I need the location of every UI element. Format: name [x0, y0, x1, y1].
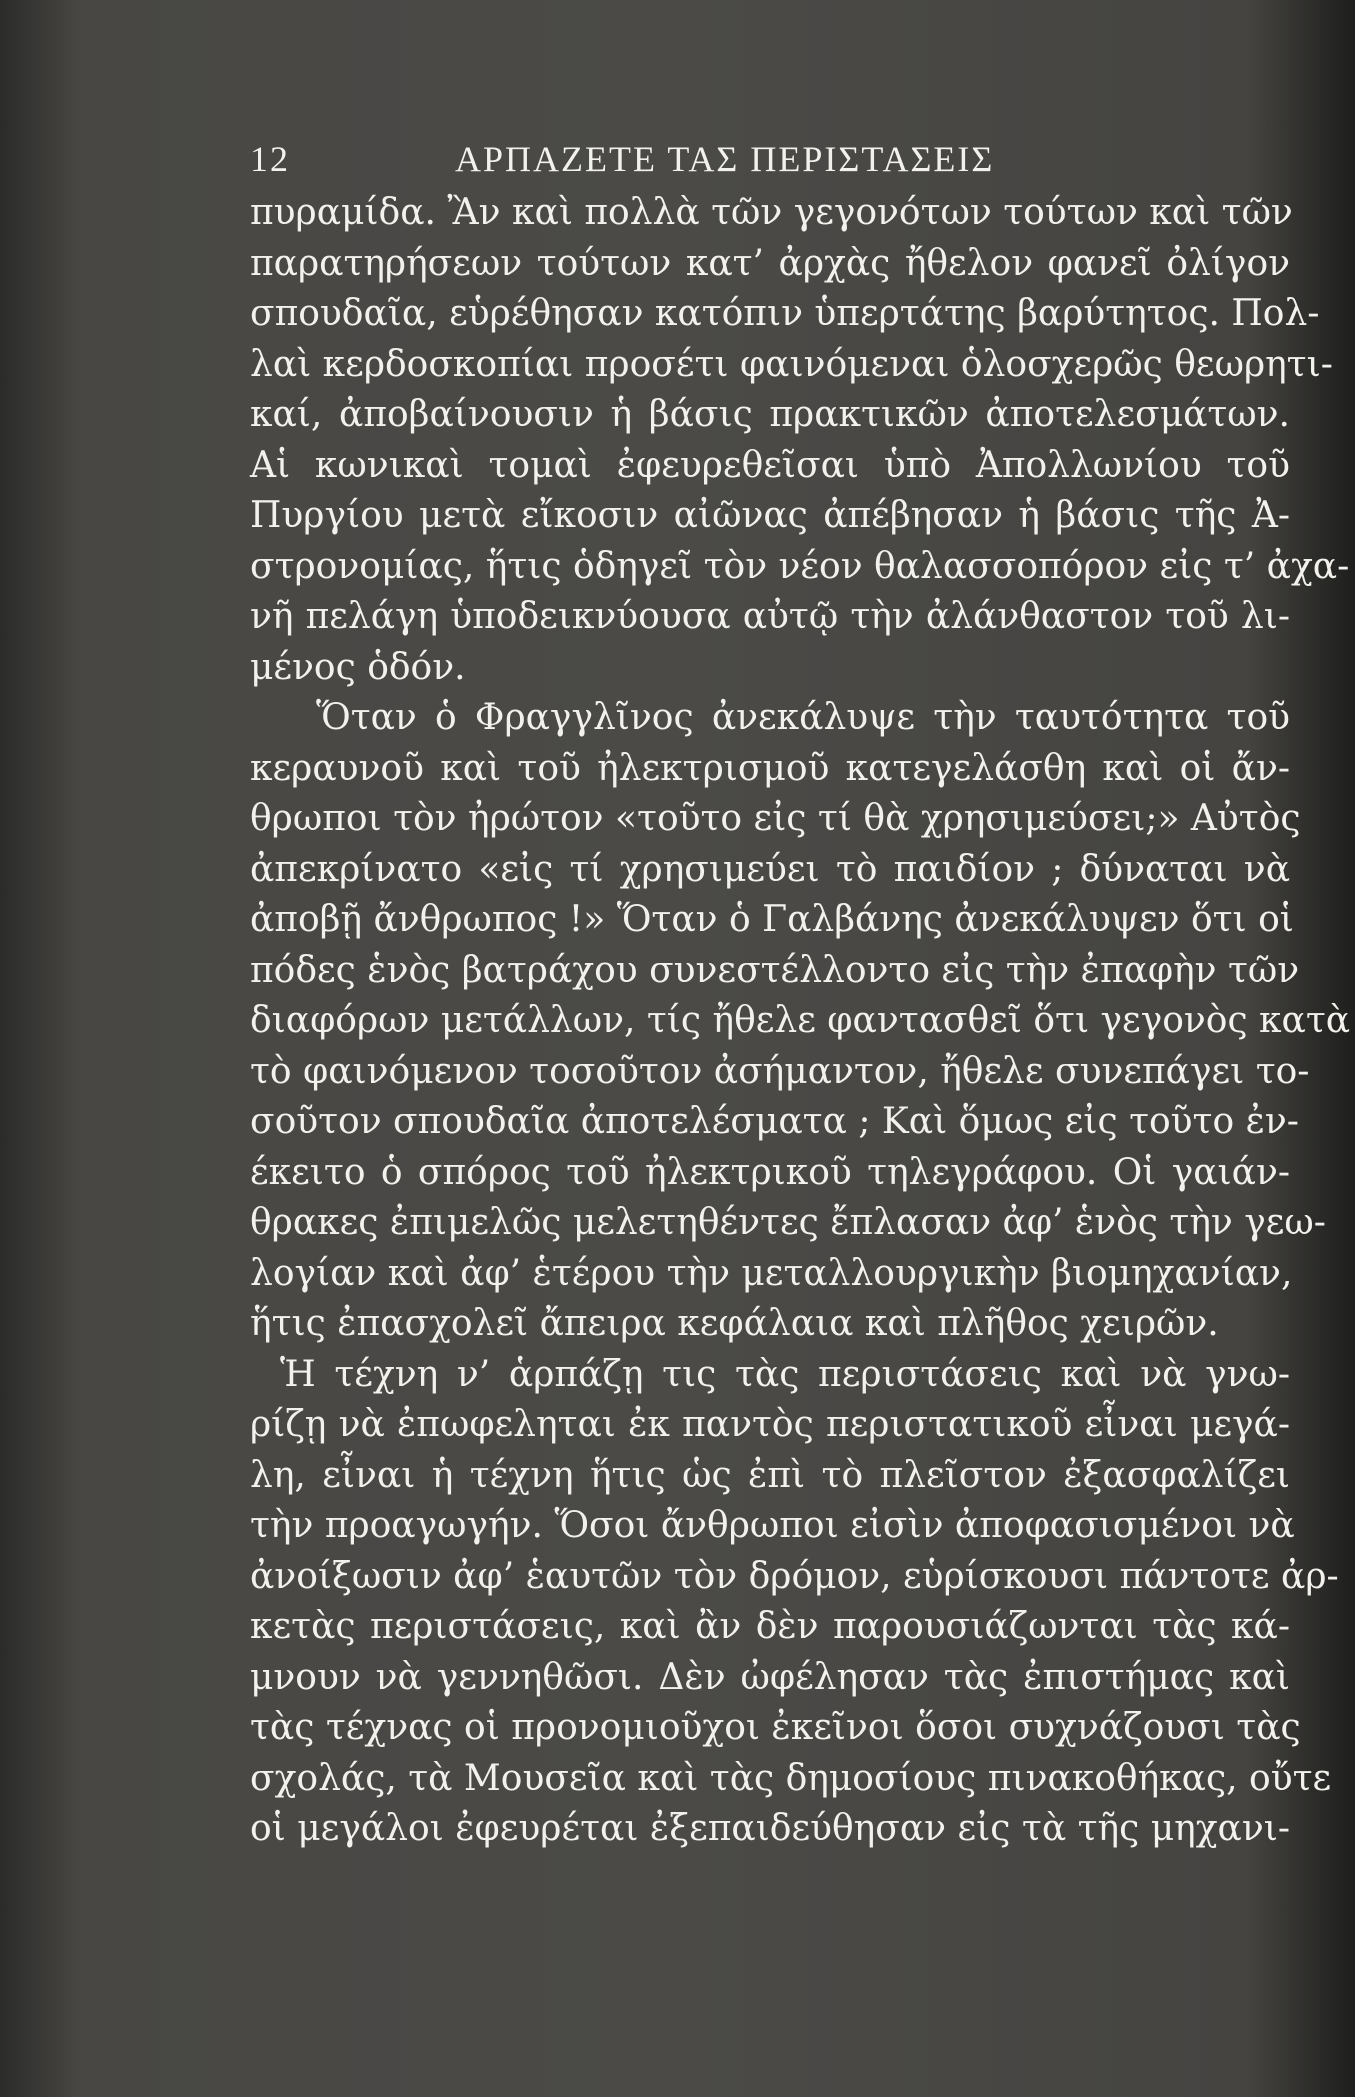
text-line: διαφόρων μετάλλων, τίς ἤθελε φαντασθεῖ ὅτι γεγονὸς κατὰ: [250, 1000, 1351, 1041]
text-line: μένος ὁδόν.: [250, 646, 466, 688]
text-line: Πυργίου μετὰ εἴκοσιν αἰῶνας ἀπέβησαν ἡ βάσις τῆς Ἀ-: [250, 495, 1290, 536]
text-line: μνουν νὰ γεννηθῶσι. Δὲν ὠφέλησαν τὰς ἐπιστήμας καὶ: [250, 1656, 1290, 1698]
text-line: Ὅταν ὁ Φραγγλῖνος ἀνεκάλυψε τὴν ταυτότητα τοῦ: [316, 697, 1290, 738]
text-line: λη, εἶναι ἡ τέχνη ἥτις ὡς ἐπὶ τὸ πλεῖστον ἐξασφαλίζει: [250, 1454, 1290, 1496]
text-line: κετὰς περιστάσεις, καὶ ἂν δὲν παρουσιάζωνται τὰς κά-: [250, 1606, 1290, 1647]
text-line: έκειτο ὁ σπόρος τοῦ ἠλεκτρικοῦ τηλεγράφου. Οἱ γαιάν-: [250, 1151, 1290, 1193]
page-number: 12: [250, 139, 290, 179]
text-line: τὸ φαινόμενον τοσοῦτον ἀσήμαντον, ἤθελε συνεπάγει το-: [250, 1050, 1310, 1092]
text-line: ρίζῃ νὰ ἐπωφεληται ἐκ παντὸς περιστατικοῦ εἶναι μεγά-: [250, 1404, 1290, 1445]
text-line: τὴν προαγωγήν. Ὅσοι ἄνθρωποι εἰσὶν ἀποφασισμένοι νὰ: [250, 1505, 1295, 1546]
body-text: [250, 188, 1351, 1855]
text-line: νῆ πελάγη ὑποδεικνύουσα αὐτῷ τὴν ἀλάνθαστον τοῦ λι-: [250, 596, 1290, 637]
text-line: παρατηρήσεων τούτων κατ’ ἀρχὰς ἤθελον φανεῖ ὀλίγον: [250, 242, 1290, 284]
text-line: θρακες ἐπιμελῶς μελετηθέντες ἔπλασαν ἀφ’ ἑνὸς τὴν γεω-: [250, 1202, 1326, 1243]
book-page: [250, 128, 1351, 1855]
text-line: Ἡ τέχνη ν’ ἁρπάζῃ τις τὰς περιστάσεις καὶ νὰ γνω-: [280, 1353, 1290, 1395]
running-title: ΑΡΠΑΖΕΤΕ ΤΑΣ ΠΕΡΙΣΤΑΣΕΙΣ: [455, 139, 995, 179]
text-line: Αἱ κωνικαὶ τομαὶ ἐφευρεθεῖσαι ὑπὸ Ἀπολλωνίου τοῦ: [250, 444, 1290, 486]
text-line: ἀποβῇ ἄνθρωπος !» Ὅταν ὁ Γαλβάνης ἀνεκάλυψεν ὅτι οἱ: [250, 899, 1294, 940]
text-line: ἥτις ἐπασχολεῖ ἄπειρα κεφάλαια καὶ πλῆθος χειρῶν.: [250, 1303, 1219, 1344]
text-line: ἀνοίξωσιν ἀφ’ ἑαυτῶν τὸν δρόμον, εὑρίσκουσι πάντοτε ἀρ-: [250, 1555, 1339, 1597]
text-line: πυραμίδα. Ἂν καὶ πολλὰ τῶν γεγονότων τούτων καὶ τῶν: [250, 192, 1293, 233]
text-line: σχολάς, τὰ Μουσεῖα καὶ τὰς δημοσίους πινακοθήκας, οὔτε: [250, 1757, 1332, 1799]
text-line: σοῦτον σπουδαῖα ἀποτελέσματα ; Καὶ ὅμως εἰς τοῦτο ἐν-: [250, 1101, 1299, 1142]
text-line: τὰς τέχνας οἱ προνομιοῦχοι ἐκεῖνοι ὅσοι συχνάζουσι τὰς: [250, 1707, 1301, 1748]
text-line: ἀπεκρίνατο «εἰς τί χρησιμεύει τὸ παιδίον ; δύναται νὰ: [250, 848, 1290, 890]
text-line: θρωποι τὸν ἠρώτον «τοῦτο εἰς τί θὰ χρησιμεύσει;» Αὐτὸς: [250, 798, 1301, 839]
text-line: οἱ μεγάλοι ἐφευρέται ἐξεπαιδεύθησαν εἰς τὰ τῆς μηχανι-: [250, 1808, 1290, 1849]
text-line: κεραυνοῦ καὶ τοῦ ἠλεκτρισμοῦ κατεγελάσθη καὶ οἱ ἄν-: [250, 747, 1290, 789]
text-line: πόδες ἑνὸς βατράχου συνεστέλλοντο εἰς τὴν ἐπαφὴν τῶν: [250, 949, 1300, 991]
text-line: σπουδαῖα, εὑρέθησαν κατόπιν ὑπερτάτης βαρύτητος. Πολ-: [250, 293, 1320, 334]
running-header: [250, 128, 1290, 188]
text-line: στρονομίας, ἥτις ὁδηγεῖ τὸν νέον θαλασσοπόρον εἰς τ’ ἀχα-: [250, 545, 1350, 587]
text-line: καί, ἀποβαίνουσιν ἡ βάσις πρακτικῶν ἀποτελεσμάτων.: [250, 394, 1290, 435]
text-line: λαὶ κερδοσκοπίαι προσέτι φαινόμεναι ὁλοσχερῶς θεωρητι-: [250, 343, 1333, 385]
text-line: λογίαν καὶ ἀφ’ ἑτέρου τὴν μεταλλουργικὴν βιομηχανίαν,: [250, 1252, 1293, 1294]
